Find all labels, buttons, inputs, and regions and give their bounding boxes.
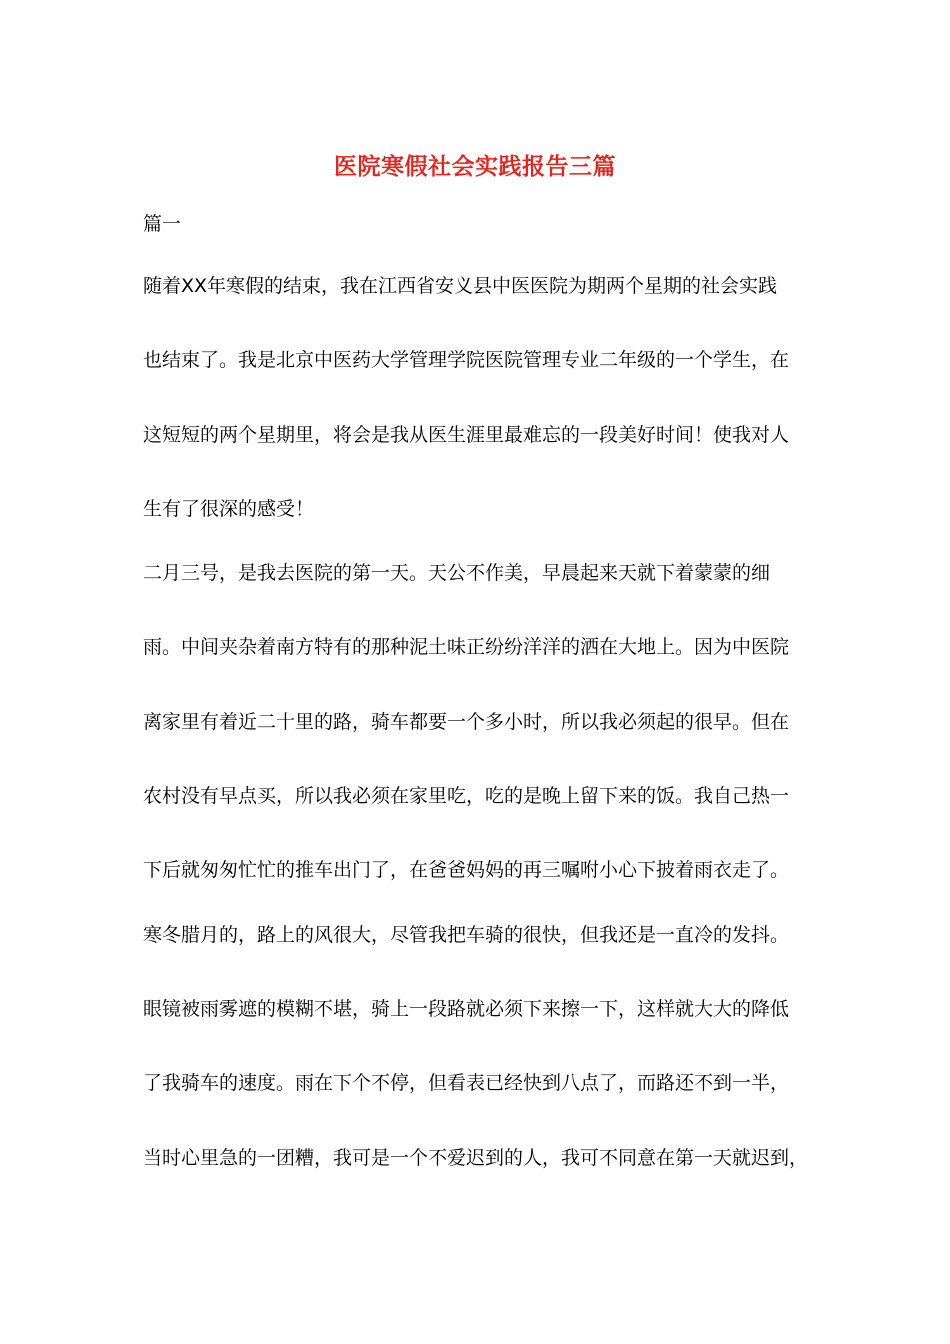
body-line: 寒冬腊月的，路上的风很大，尽管我把车骑的很快，但我还是一直冷的发抖。 xyxy=(143,924,790,946)
section-heading: 篇一 xyxy=(143,213,182,235)
body-line: 也结束了。我是北京中医药大学管理学院医院管理专业二年级的一个学生，在 xyxy=(143,349,790,371)
body-line: 农村没有早点买，所以我必须在家里吃，吃的是晚上留下来的饭。我自己热一 xyxy=(143,785,790,807)
body-line: 了我骑车的速度。雨在下个不停，但看表已经快到八点了，而路还不到一半， xyxy=(143,1072,790,1094)
body-line: 雨。中间夹杂着南方特有的那种泥土味正纷纷洋洋的洒在大地上。因为中医院 xyxy=(143,636,790,658)
body-line: 下后就匆匆忙忙的推车出门了，在爸爸妈妈的再三嘱咐小心下披着雨衣走了。 xyxy=(143,859,790,881)
body-line: 随着XX年寒假的结束，我在江西省安义县中医医院为期两个星期的社会实践 xyxy=(143,275,778,297)
body-line: 生有了很深的感受！ xyxy=(143,498,315,520)
body-line: 眼镜被雨雾遮的模糊不堪，骑上一段路就必须下来擦一下，这样就大大的降低 xyxy=(143,998,790,1020)
body-line: 二月三号，是我去医院的第一天。天公不作美，早晨起来天就下着蒙蒙的细 xyxy=(143,562,771,584)
body-line: 当时心里急的一团糟，我可是一个不爱迟到的人，我可不同意在第一天就迟到， xyxy=(143,1147,809,1169)
document-title: 医院寒假社会实践报告三篇 xyxy=(334,153,616,180)
body-line: 离家里有着近二十里的路，骑车都要一个多小时，所以我必须起的很早。但在 xyxy=(143,711,790,733)
body-line: 这短短的两个星期里，将会是我从医生涯里最难忘的一段美好时间！使我对人 xyxy=(143,424,790,446)
